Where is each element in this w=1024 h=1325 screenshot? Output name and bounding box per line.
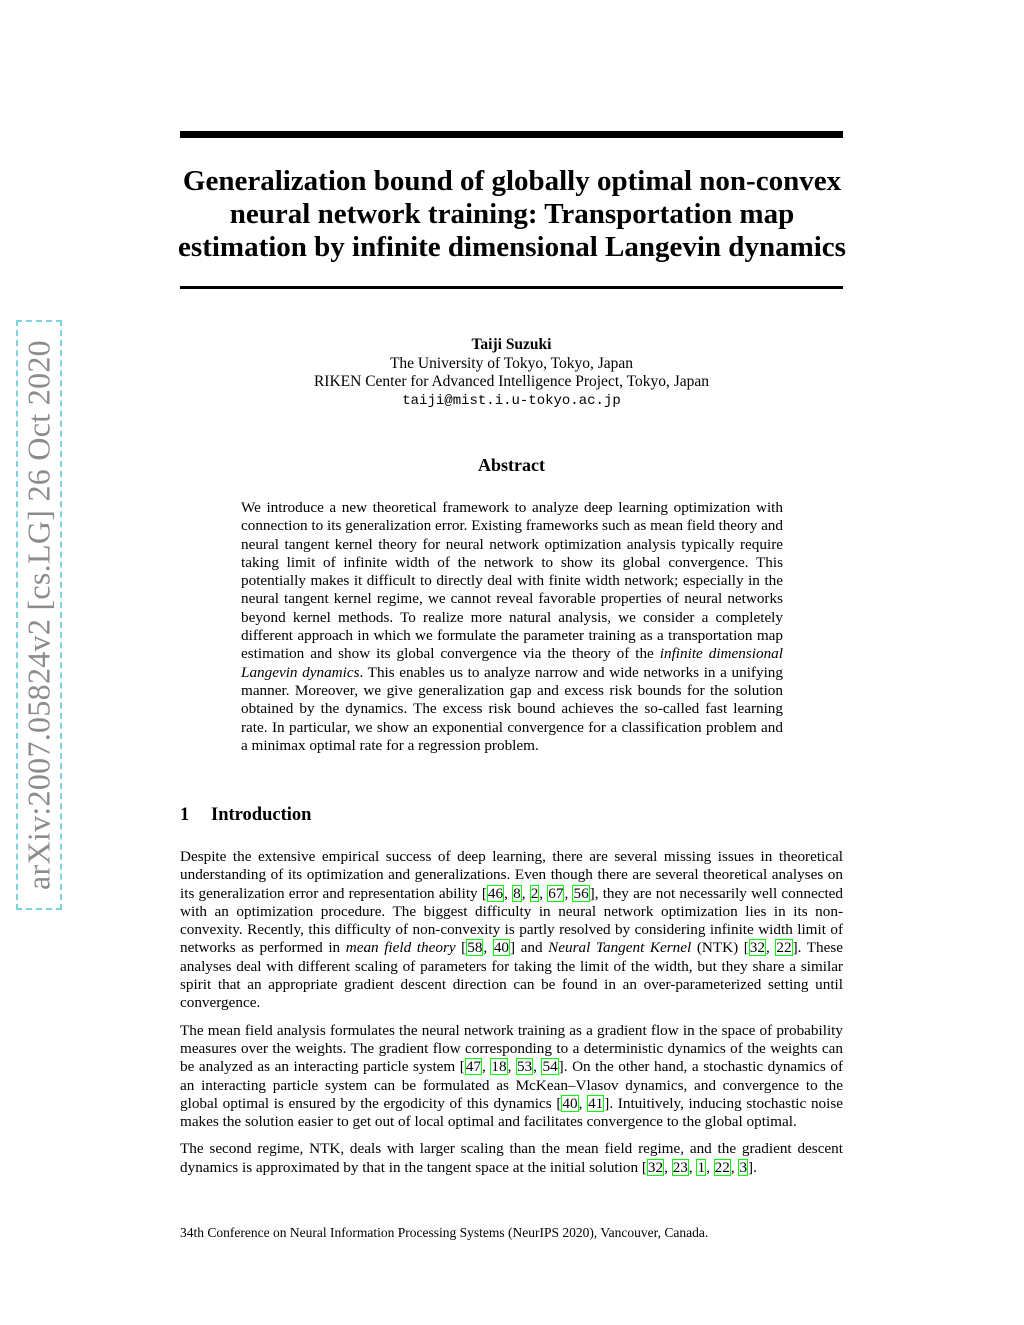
- citation-link[interactable]: 56: [573, 884, 589, 902]
- p2-text-2: ]. On the other hand, a stochastic dynamics of an interacting particle system can be formulated as McKean–Vlasov dynamics, and convergence to the global optimal is ensured by the ergodicity of this dynamics [: [180, 1058, 844, 1112]
- title-bottom-rule: [180, 286, 843, 289]
- citation-link[interactable]: 8: [513, 884, 521, 902]
- citation-link[interactable]: 46: [487, 884, 504, 902]
- p1-text-2: ], they are not necessarily well connected with an optimization procedure. The biggest difficulty in neural network optimization lies in its non-convexity. Recently, this difficulty of non-convexity is partly resolved by considering infinite width limit of networks as performed in: [180, 884, 843, 957]
- citation-link[interactable]: 58: [467, 939, 483, 957]
- citation-link[interactable]: 67: [548, 884, 564, 902]
- p2-text-3: ]. Intuitively, inducing stochastic noise makes the solution easier to get out of local optimal and facilitates convergence to the global optimal.: [180, 1094, 844, 1131]
- p1-text-6: ]. These analyses deal with different scaling of parameters for taking the limit of the width, but they share a similar spirit that an appropriate gradient descent direction can be found in an over-parameterized setting until convergence.: [180, 939, 843, 1012]
- paragraph-2: The mean field analysis formulates the neural network training as a gradient flow in the space of probability measures over the weights. The gradient flow corresponding to a deterministic dynamics of the weights can be analyzed as an interacting particle system [47, 18, 53, 54]. On the other hand, a stochastic dynamics of an interacting particle system can be formulated as McKean–Vlasov dynamics, and convergence to the global optimal is ensured by the ergodicity of this dynamics [40, 41]. Intuitively, inducing stochastic noise makes the solution easier to get out of local optimal and facilitates convergence to the global optimal.: [180, 1021, 844, 1131]
- author-email[interactable]: taiji@mist.i.u-tokyo.ac.jp: [402, 392, 621, 409]
- p3-text-2: ].: [748, 1158, 757, 1176]
- title-line-3: estimation by infinite dimensional Langevin dynamics: [178, 231, 846, 263]
- p1-text-1: Despite the extensive empirical success of deep learning, there are several missing issues in theoretical understanding of its optimization and generalizations. Even though there are several theoretical analyses on its generalization error and representation ability [: [180, 848, 843, 902]
- conference-footnote: 34th Conference on Neural Information Processing Systems (NeurIPS 2020), Vancouver, Canada.: [180, 1225, 709, 1240]
- author-affiliation-2: RIKEN Center for Advanced Intelligence Project, Tokyo, Japan: [313, 373, 710, 390]
- author-name: Taiji Suzuki: [471, 336, 552, 353]
- p1-text-3: [: [455, 939, 467, 957]
- citation-link[interactable]: 3: [739, 1158, 748, 1176]
- citation-link[interactable]: 47: [465, 1058, 482, 1076]
- citation-link[interactable]: 18: [491, 1058, 507, 1076]
- paper-title: [160, 165, 864, 264]
- p1-text-5: (NTK) [: [691, 939, 749, 957]
- section-title: Introduction: [211, 805, 312, 825]
- citation-link[interactable]: 32: [749, 939, 765, 957]
- paragraph-1: Despite the extensive empirical success of deep learning, there are several missing issues in theoretical understanding of its optimization and generalizations. Even though there are several theoretical analyses on its generalization error and representation ability [46, 8, 2, 67, 56], they are not necessarily well connected with an optimization procedure. The biggest difficulty in neural network optimization lies in its non-convexity. Recently, this difficulty of non-convexity is partly resolved by considering infinite width limit of networks as performed in mean field theory [58, 40] and Neural Tangent Kernel (NTK) [32, 22]. These analyses deal with different scaling of parameters for taking the limit of the width, but they share a similar spirit that an appropriate gradient descent direction can be found in an over-parameterized setting until convergence.: [180, 848, 843, 1012]
- citation-link[interactable]: 22: [714, 1158, 730, 1176]
- p1-emphasis-1: mean field theory: [345, 939, 456, 957]
- title-line-2: neural network training: Transportation map: [229, 198, 795, 230]
- citation-link[interactable]: 41: [588, 1094, 604, 1112]
- citation-link[interactable]: 40: [562, 1094, 578, 1112]
- abstract-heading: Abstract: [478, 455, 545, 475]
- abstract-text: [241, 499, 783, 755]
- p2-text-1: The mean field analysis formulates the neural network training as a gradient flow in the space of probability measures over the weights. The gradient flow corresponding to a deterministic dynamics of the weights can be analyzed as an interacting particle system [: [180, 1021, 843, 1076]
- citation-link[interactable]: 23: [672, 1158, 688, 1176]
- citation-link[interactable]: 40: [493, 939, 509, 957]
- citation-link[interactable]: 53: [516, 1058, 533, 1076]
- abstract-part-b: . This enables us to analyze narrow and wide networks in a unifying manner. Moreover, we give generalization gap and excess risk bounds for the solution obtained by the dynamics. The excess risk bound achieves the so-called fast learning rate. In particular, we show an exponential convergence for a classification problem and a minimax optimal rate for a regression problem.: [241, 663, 783, 754]
- author-affiliation-1: The University of Tokyo, Tokyo, Japan: [389, 354, 634, 372]
- abstract-part-a: We introduce a new theoretical framework to analyze deep learning optimization with connection to its generalization error. Existing frameworks such as mean field theory and neural tangent kernel theory for neural network optimization analysis typically require taking limit of infinite width of the network to show its global convergence. This potentially makes it difficult to directly deal with finite width network; especially in the neural tangent kernel regime, we cannot reveal favorable properties of neural networks beyond kernel methods. To realize more natural analysis, we consider a completely different approach in which we formulate the parameter training as a transportation map estimation and show its global convergence via the theory of the: [241, 499, 783, 663]
- paragraph-3: The second regime, NTK, deals with larger scaling than the mean field regime, and the gradient descent dynamics is approximated by that in the tangent space at the initial solution [32, 23, 1, 22, 3].: [180, 1140, 843, 1176]
- p3-text-1: The second regime, NTK, deals with larger scaling than the mean field regime, and the gradient descent dynamics is approximated by that in the tangent space at the initial solution [: [180, 1140, 843, 1176]
- author-block: [180, 336, 843, 410]
- title-top-rule: [180, 131, 843, 138]
- abstract-emphasis: infinite dimensional Langevin dynamics: [241, 645, 783, 681]
- citation-link[interactable]: 22: [776, 939, 792, 957]
- citation-link[interactable]: 1: [697, 1158, 706, 1176]
- title-line-1: Generalization bound of globally optimal non-convex: [182, 165, 842, 197]
- citation-link[interactable]: 32: [647, 1158, 664, 1176]
- introduction-body: [180, 848, 843, 1186]
- citation-link[interactable]: 54: [542, 1058, 558, 1076]
- section-heading-introduction: [180, 805, 311, 826]
- p1-emphasis-2: Neural Tangent Kernel: [548, 939, 692, 957]
- section-number: 1: [180, 805, 190, 825]
- arxiv-stamp: arXiv:2007.05824v2 [cs.LG] 26 Oct 2020: [20, 340, 57, 890]
- p1-text-4: ] and: [510, 939, 549, 957]
- citation-link[interactable]: 2: [530, 884, 539, 902]
